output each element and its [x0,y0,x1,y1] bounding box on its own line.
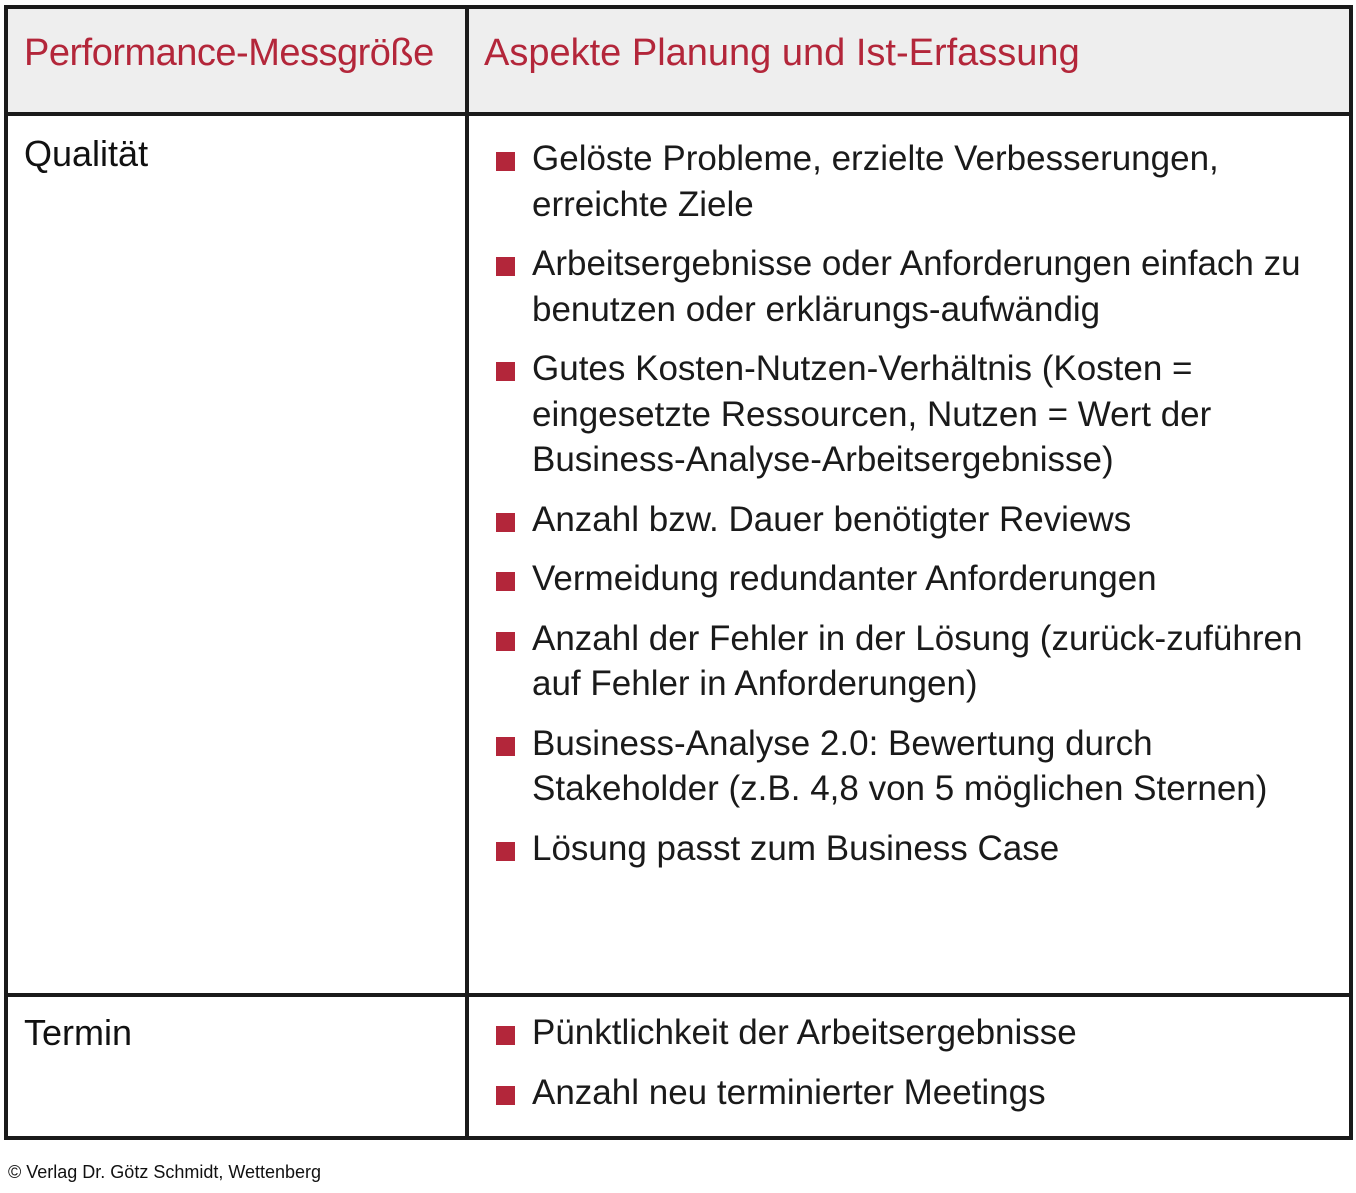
copyright-notice: © Verlag Dr. Götz Schmidt, Wettenberg [8,1162,322,1182]
table-header-row [8,9,1349,116]
list-item [496,1010,1316,1056]
list-item-text: Vermeidung redundanter Anforderungen [532,559,1157,598]
column-divider [465,9,469,1136]
list-item [496,497,1316,543]
list-item-text: Pünktlichkeit der Arbeitsergebnisse [532,1013,1077,1052]
metric-quality: Qualität [24,133,149,174]
list-item [496,346,1316,483]
list-item [496,556,1316,602]
bullet-square-icon [496,1086,515,1105]
bullet-square-icon [496,632,515,651]
bullet-square-icon [496,513,515,532]
list-item-text: Arbeitsergebnisse oder Anforderungen einfach zu benutzen oder erklärungs-aufwändig [532,244,1301,329]
list-item-text: Anzahl neu terminierter Meetings [532,1072,1046,1112]
list-item-text: Anzahl der Fehler in der Lösung (zurück-zuführen auf Fehler in Anforderungen) [532,618,1303,703]
bullet-square-icon [496,572,515,591]
bullet-square-icon [496,842,515,861]
bullet-square-icon [496,152,515,171]
list-item [496,241,1316,332]
metric-deadline: Termin [24,1012,133,1053]
bullet-square-icon [496,1026,515,1045]
bullet-square-icon [496,737,515,756]
bullet-square-icon [496,257,515,276]
quality-aspects-list [496,136,1316,885]
list-item [496,826,1316,872]
list-item [496,616,1316,707]
bullet-square-icon [496,362,515,381]
list-item-text: Gutes Kosten-Nutzen-Verhältnis (Kosten = eingesetzte Ressourcen, Nutzen = Wert der Business-Analyse-Arbeitsergebnisse) [532,349,1212,479]
deadline-aspects-list [496,1010,1316,1129]
header-planning-aspects: Aspekte Planung und Ist-Erfassung [484,32,1080,74]
performance-table [4,5,1353,1140]
list-item [496,1070,1316,1116]
list-item-text: Gelöste Probleme, erzielte Verbesserungen, erreichte Ziele [532,139,1219,224]
list-item-text: Anzahl bzw. Dauer benötigter Reviews [532,499,1132,539]
row-divider [8,993,1349,997]
list-item [496,136,1316,227]
header-performance-metric: Performance-Messgröße [24,32,434,74]
list-item-text: Business-Analyse 2.0: Bewertung durch Stakeholder (z.B. 4,8 von 5 möglichen Sternen) [532,723,1268,808]
list-item-text: Lösung passt zum Business Case [532,828,1060,868]
list-item [496,721,1316,812]
